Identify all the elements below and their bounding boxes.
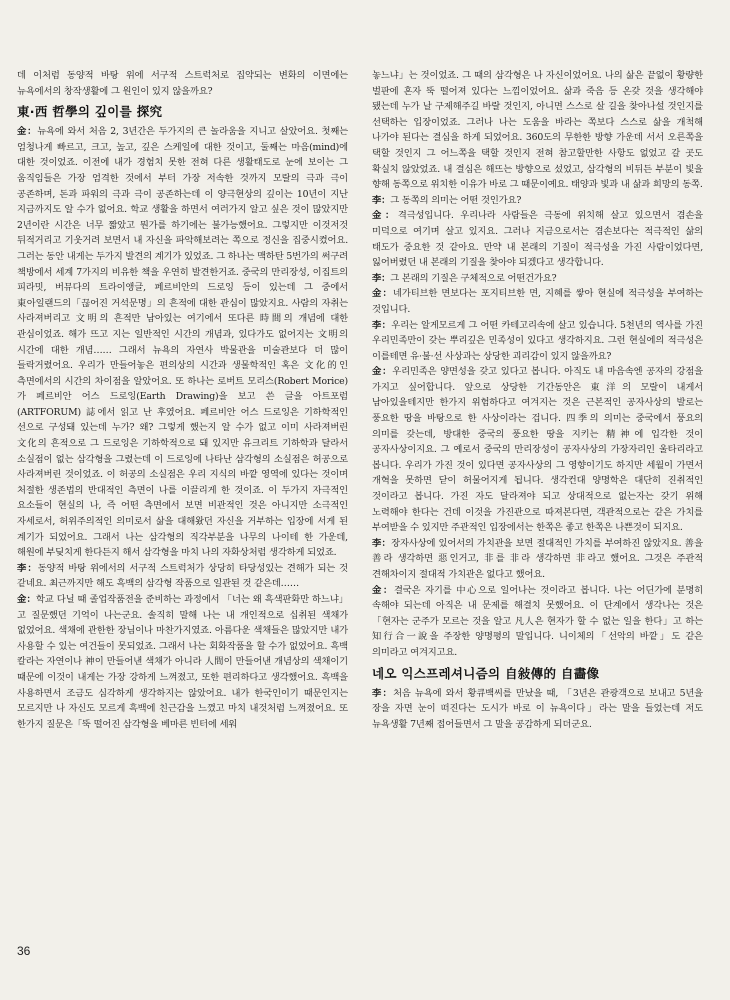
interview-paragraph [372, 271, 703, 287]
interview-paragraph [17, 124, 348, 561]
interview-paragraph [372, 686, 703, 733]
section-heading: 네오 익스프레셔니즘의 自敍傳的 自畵像 [372, 665, 600, 681]
paragraph-text: 장자사상에 있어서의 가치관을 보면 절대적인 가치를 부여하진 않았지요. 善을 善라 생각하면 惡인거고, 非를 非라 생각하면 非라고 했어요. 그것은 주관적 견해차이지 절대적 가치관은 없다고 했어요. [372, 537, 703, 580]
interview-paragraph [372, 286, 703, 317]
speaker-label: 李： [372, 687, 394, 699]
paragraph-text: 뉴욕에 와서 처음 2, 3년간은 두가지의 큰 놀라움을 지니고 살았어요. 첫째는 엄청나게 빠르고, 크고, 높고, 깊은 스케일에 대한 것이고, 둘째는 마음(mind)에 대한 것이었죠. 이전에 내가 경험치 못한 전혀 다른 생활태도로 눈에 보이는 그 움직임들은 가장 엄격한 것에서 부터 가장 저속한 것까지 모랄의 극과 극이 공존하며, 돈과 파워의 극과 극이 공존하는데 이 양극현상의 깊이는 10년이 지난 지금까지도 알 수가 없어요. 학교 생활을 하면서 여러가지 알고 싶은 것이 많았지만 2년이란 시간은 너무 짧았고 뭔가를 하기에는 불가능했어요. 그렇지만 이것저것 뒤적거리고 기웃거려 보면서 내 자신을 파악해보려는 쪽으로 정신을 집중시켰어요. 그러는 동안 내게는 두가지 발견의 계기가 있었죠. 그 하나는 맥하탄 5번가의 써구려 책방에서 세계 7가지의 비유한 책을 우연히 발견한거죠. 중국의 만리장성, 이집트의 피라밋, 버뮤다의 트라이앵글, 페르비안의 드로잉 등이 있는데 그 중에서 東아일랜드의「끊어진 거석문명」의 흔적에 대한 관심이 많았지요. 사람의 자취는 사라져버리고 文明의 흔적만 남아있는 여기에서 또다른 時間의 개념에 대한 관심이었죠. 해가 뜨고 지는 일반적인 시간의 개념과, 있다가도 없어지는 文明의 시간에 대한 개념…… 그래서 뉴욕의 자연사 박물관을 미술관보다 더 많이 들락거렸어요. 우리가 만들어놓은 편의상의 시간과 생물학적인 혹은 文化的인 측면에서의 시간의 차이점을 알았어요. 또 하나는 로버트 모리스(Robert Morice)가 페르비안 어스 드로잉(Earth Drawing)을 보고 쓴 글을 아트포럼(ARTFORUM) 誌에서 읽고 난 후였어요. 페르비안 어스 드로잉은 기하학적인 선으로 구성돼 있는데 누가? 왜? 그렇게 했는지 알 수가 없고 이미 사라져버린 文化의 흔적으로 그 드로잉은 기하학적으로 돼 있지만 유크리트 기하학과 달라서 소실점이 없는 삼각형을 그렸는데 이 드로잉에 나타난 삼각형의 소실점은 허공으로 사라져버린 것이었죠. 이 허공의 소실점은 우리 지식의 바깥 영역에 있다는 것이며 처절한 생존법의 반대적인 측면이 나를 이끌리게 한 것이죠. 이 두가지 자극적인 요소들이 현실의 나, 즉 어떤 측면에서 보면 비관적인 것은 아니지만 소극적인 자세로서, 허위주의적인 의미로서 삶을 대해왔던 자신을 거부하는 입장에 서게 된 계기가 되었어요. 그래서 나는 삼각형의 직각부분을 나무의 나이테 한 가운데, 해원에 부딪치게 한다든지 해서 삼각형을 마치 나의 자화상처럼 생각하게 되었죠. [17, 126, 348, 559]
body-paragraph: 데 이처럼 동양적 바탕 위에 서구적 스트럭처로 집약되는 변화의 이면에는 뉴욕에서의 창작생활에 그 원인이 있지 않을까요? [17, 70, 348, 97]
interview-paragraph [372, 318, 703, 365]
speaker-label: 李： [17, 562, 38, 574]
interview-paragraph [17, 561, 348, 592]
paragraph-text: 그 본래의 기질은 구체적으로 어떤건가요? [390, 272, 557, 284]
paragraph-text: 동양적 바탕 위에서의 서구적 스트럭처가 상당히 타당성있는 견해가 되는 것 같네요. 최근까지만 해도 흑백의 삼각형 작품으로 일관된 것 같은데…… [17, 562, 348, 590]
speaker-label: 李： [372, 194, 391, 206]
speaker-label: 李： [372, 537, 392, 549]
paragraph-text: 격극성입니다. 우리나라 사람들은 극동에 위치해 살고 있으면서 겸손을 미덕으로 여기며 살고 있지요. 그러나 지금으로서는 겸손보다는 적극적인 삶의 태도가 중요한 것 같아요. 만약 내 본래의 기질이 적극성을 가진 사람이었다면, 잃어버렸던 내 본래의 기질을 찾아야 되겠다고 생각합니다. [372, 210, 703, 269]
page-number: 36 [17, 944, 31, 958]
speaker-label: 金： [17, 594, 36, 605]
speaker-label: 金： [372, 366, 393, 378]
paragraph-text: 우리민족은 양면성을 갖고 있다고 봅니다. 아직도 내 마음속엔 공자의 강점을 가지고 싶어합니다. 앞으로 상당한 기간동안은 東洋의 모랄이 내게서 남아있을테지만 한가지 위험하다고 여겨지는 것은 근본적인 공자사상의 발로는 풍요한 땅을 바탕으로 한 사상이라는 겁니다. 四季의 의미는 중국에서 풍요의 의미를 갖는데, 방대한 중국의 풍요한 땅을 지키는 精神에 입각한 것이 공자사상이지요. 그 예로서 중국의 만리장성이 공자사상의 가장자리인 울타리라고 봅니다. 우리가 가진 것이 있다면 공자사상의 그 영향이기도 하지만 세월이 가면서 개혁을 못하면 닫이 허물어지게 됩니다. 생각컨대 양명학은 대단히 진취적인 것이라고 봅니다. 가진 자도 달라져야 되고 상대적으로 없는자는 갖기 위해 노력해야 한다는 건데 이것을 가진관으로 따져본다면, 객관적으로는 같은 가치를 부여받을 수 있지만 주관적인 입장에서는 한쪽은 좋고 한쪽은 나쁜것이 되지요. [372, 366, 703, 534]
paragraph-text: 처음 뉴욕에 와서 황큐백씨를 만났을 때, 「3년은 관광객으로 보내고 5년을 장을 자면 눈이 떠진다는 도시가 바로 이 뉴욕이다」라는 말을 들었는데 저도 뉴욕생활 7년째 접어들면서 그 말을 공감하게 되더군요. [372, 687, 703, 730]
paragraph-text: 결국은 자기를 中心으로 일어나는 것이라고 봅니다. 나는 어딘가에 분명히 속해야 되는데 아직은 내 문제를 해결치 못했어요. 이 단계에서 생각나는 것은「현자는 군주가 모르는 것을 알고 凡人은 현자가 할 수 없는 일을 한다」고 하는 知行合一說을 주장한 양명평의 말입니다. 니이체의「선악의 바깥」도 같은 의미라고 여겨지고요. [372, 584, 703, 658]
interview-paragraph [17, 592, 348, 732]
interview-paragraph [372, 208, 703, 270]
speaker-label: 李： [372, 319, 392, 331]
speaker-label: 金： [372, 584, 394, 596]
paragraph-text: 우리는 알게모르게 그 어떤 카테고리속에 살고 있습니다. 5천년의 역사를 가진 우리민족만이 갖는 뿌리깊은 민족성이 있다고 생각하지요. 그런 현실에의 적극성은 이를테면 유·불·선 사상과는 상당한 괴리감이 있지 않을까요? [372, 319, 703, 362]
paragraph-text: 그 동쪽의 의미는 어떤 것인가요? [390, 194, 522, 206]
body-paragraph: 놓느냐」는 것이었죠. 그 때의 삼각형은 나 자신이었어요. 나의 삶은 끝없이 황량한 벌판에 혼자 뚝 떨어져 있다는 느낌이었어요. 삶과 죽음 등 온갖 것을 생각해야 됐는데 누가 날 구제해주길 바랄 것인지, 아니면 스스로 살 길을 찾아나설 것인지를 선택하는 입장이었죠. 그러나 나는 도움을 바라는 쪽보다 스스로 삶을 개척해 나가야 된다는 결심을 하게 되었어요. 360도의 무한한 방향 가운데 서서 오른쪽을 택할 것인지 그 어느쪽을 택할 것인지 전혀 참고할만한 사항도 없었고 갈 곳도 확실치 않았었죠. 내 결심은 해뜨는 방향으로 섰었고, 삼각형의 비뒤든 부분이 빛을 향해 동쪽으로 위치한 이유가 바로 그 때문이예요. 태양과 빛과 내 삶과 희망의 동쪽. [372, 70, 703, 191]
section-heading: 東·西 哲學의 깊이를 探究 [17, 104, 163, 120]
paragraph-text: 학교 다닐 때 졸업작품전을 준비하는 과정에서 「너는 왜 흑색판화만 하느냐」고 질문했던 기억이 나는군요. 솔직히 말해 나는 내 개인적으로 십취된 색채가 없었어요. 색채에 관한한 장님이나 마찬가지였죠. 아름다운 색채들은 많았지만 내가 사용할 수 있는 여건들이 못되었죠. 그래서 나는 회화작품을 할 수가 없었어요. 흑백 칼라는 자연이나 神이 만들어낸 색채가 아니라 人間이 만들어낸 개념상의 색채이기 때문에 이것이 내게는 가장 강하게 느껴졌고, 또한 편리하다고 생각했어요. 흑백을 사용하면서 조금도 심각하게 생각하지는 않았어요. 내가 한국인이기 때문인지는 모르지만 나 자신도 모르게 흑백에 친근감을 느꼈고 마치 내것처럼 느껴졌어요. 또 한가지 질문은「뚝 떨어진 삼각형을 베마른 빈터에 세워 [17, 594, 349, 730]
paragraph-text: 네가티브한 면보다는 포지티브한 면, 지혜를 쌓아 현실에 적극성을 부여하는 것입니다. [372, 288, 703, 315]
interview-paragraph [372, 193, 703, 209]
interview-paragraph [372, 583, 703, 661]
speaker-label: 金： [17, 126, 38, 138]
speaker-label: 金： [372, 210, 398, 222]
interview-paragraph [372, 364, 703, 536]
interview-paragraph [372, 536, 703, 583]
speaker-label: 李： [372, 272, 391, 284]
speaker-label: 金： [372, 288, 394, 300]
right-column [372, 68, 703, 732]
left-column [17, 68, 348, 732]
